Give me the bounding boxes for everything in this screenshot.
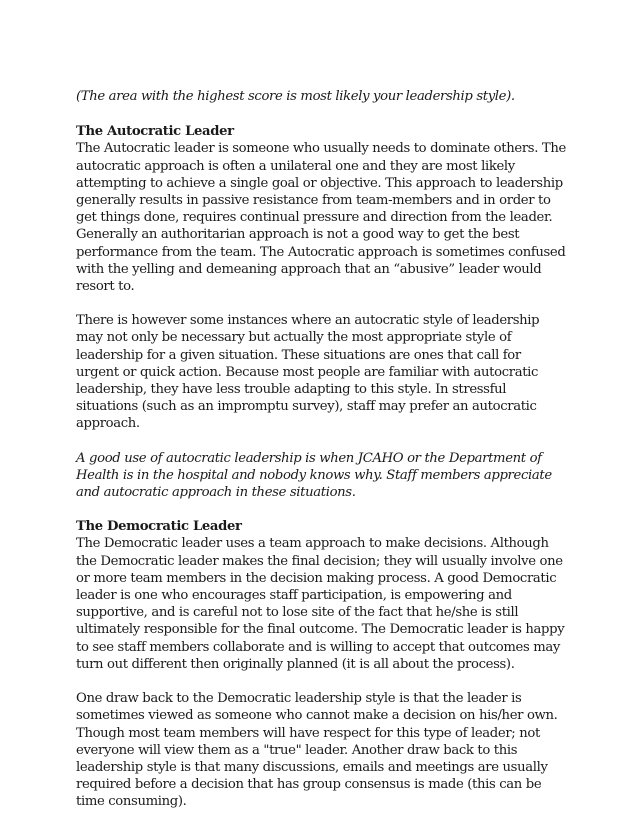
democratic-heading: The Democratic Leader [76, 519, 242, 535]
intro-note: (The area with the highest score is most likely your leadership style). [76, 89, 515, 104]
document-page [76, 88, 566, 828]
democratic-paragraph-1: The Democratic leader uses a team approach to make decisions. Although the Democratic leader makes the final decision; they will usually involve one or more team members in the decision making process. A good Democratic leader is one who encourages staff participation, is empowering and supportive, and is careful not to lose site of the fact that he/she is still ultimately responsible for the final outcome. The Democratic leader is happy to see staff members collaborate and is willing to accept that outcomes may turn out different then originally planned (it is all about the process). [76, 536, 565, 672]
democratic-section [76, 518, 566, 810]
autocratic-section [76, 123, 566, 501]
autocratic-paragraph-1: The Autocratic leader is someone who usually needs to dominate others. The autocratic approach is often a unilateral one and they are most likely attempting to achieve a single goal or objective. This approach to leadership generally results in passive resistance from team-members and in order to get things done, requires continual pressure and direction from the leader. Generally an authoritarian approach is not a good way to get the best performance from the team. The Autocratic approach is sometimes confused with the yelling and demeaning approach that an “abusive” leader would resort to. [76, 141, 566, 295]
democratic-paragraph-2: One draw back to the Democratic leadership style is that the leader is sometimes viewed as someone who cannot make a decision on his/her own. Though most team members will have respect for this type of leader; not everyone will view them as a "true" leader. Another draw back to this leadership style is that many discussions, emails and meetings are usually required before a decision that has group consensus is made (this can be time consuming). [76, 691, 558, 810]
autocratic-paragraph-2: There is however some instances where an autocratic style of leadership may not only be necessary but actually the most appropriate style of leadership for a given situation. These situations are ones that call for urgent or quick action. Because most people are familiar with autocratic leadership, they have less trouble adapting to this style. In stressful situations (such as an impromptu survey), staff may prefer an autocratic approach. [76, 313, 540, 432]
autocratic-heading: The Autocratic Leader [76, 124, 234, 140]
autocratic-paragraph-3: A good use of autocratic leadership is when JCAHO or the Department of Health is in the hospital and nobody knows why. Staff members appreciate and autocratic approach in these situations. [76, 450, 552, 501]
